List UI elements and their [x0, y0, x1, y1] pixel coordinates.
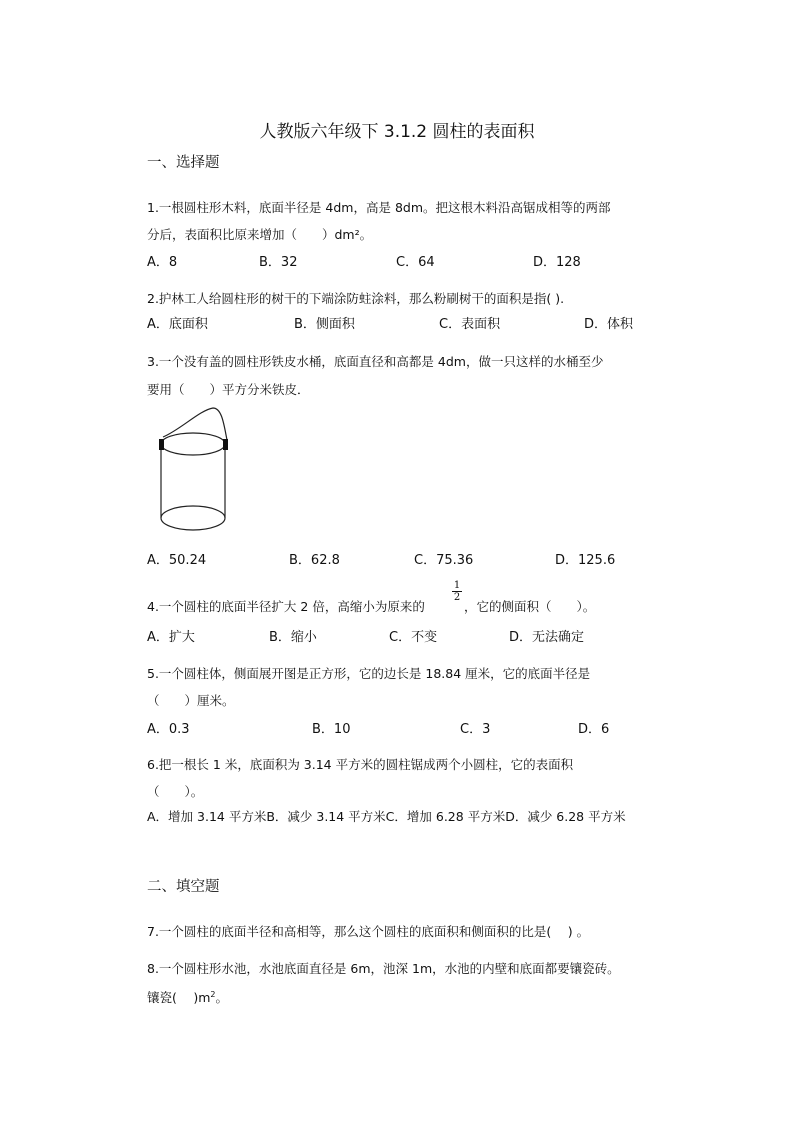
q6-options: A．增加 3.14 平方米B．减少 3.14 平方米C．增加 6.28 平方米D．减少 6.28 平方米 [147, 809, 626, 824]
q5-option-d: D．6 [578, 722, 610, 737]
fraction-denominator: 2 [453, 592, 461, 603]
question-8-line-1: 8.一个圆柱形水池，水池底面直径是 6m，池深 1m，水池的内壁和底面都要镶瓷砖。 [147, 961, 620, 976]
q8-superscript: 2 [210, 989, 216, 999]
q5-option-a: A．0.3 [147, 722, 190, 737]
question-3-line-1: 3.一个没有盖的圆柱形铁皮水桶，底面直径和高都是 4dm，做一只这样的水桶至少 [147, 354, 604, 369]
question-6-line-2: （ ）。 [147, 784, 204, 799]
question-5-line-1: 5.一个圆柱体，侧面展开图是正方形，它的边长是 18.84 厘米，它的底面半径是 [147, 666, 591, 681]
question-1-line-1: 1.一根圆柱形木料，底面半径是 4dm，高是 8dm。把这根木料沿高锯成相等的两部 [147, 200, 611, 215]
q3-option-c: C．75.36 [414, 553, 474, 568]
q3-option-d: D．125.6 [555, 553, 616, 568]
question-1-line-2: 分后，表面积比原来增加（ ）dm²。 [147, 227, 373, 242]
bucket-bottom [161, 506, 225, 530]
q1-option-a: A．8 [147, 255, 178, 270]
q4-option-a: A．扩大 [147, 630, 195, 645]
q8-line2-prefix: 镶瓷( )m [147, 990, 211, 1005]
question-4-text-after: ，它的侧面积（ ）。 [464, 599, 596, 614]
question-5-line-2: （ ）厘米。 [147, 693, 235, 708]
fraction-numerator: 1 [453, 580, 461, 591]
q4-option-d: D．无法确定 [509, 630, 585, 645]
q4-option-c: C．不变 [389, 630, 438, 645]
section-heading-choice: 一、选择题 [147, 155, 220, 171]
question-4-text-before: 4.一个圆柱的底面半径扩大 2 倍，高缩小为原来的 [147, 599, 425, 614]
q1-option-c: C．64 [396, 255, 435, 270]
bucket-left-lug [159, 439, 164, 450]
q2-option-b: B．侧面积 [294, 317, 355, 332]
q5-option-b: B．10 [312, 722, 351, 737]
q4-option-b: B．缩小 [269, 630, 317, 645]
fraction-one-half [452, 580, 462, 603]
q2-option-a: A．底面积 [147, 317, 208, 332]
bucket-figure [150, 400, 240, 538]
question-7-line-1: 7.一个圆柱的底面半径和高相等，那么这个圆柱的底面积和侧面积的比是( ) 。 [147, 924, 590, 939]
q8-line2-suffix: 。 [215, 990, 229, 1005]
q3-option-b: B．62.8 [289, 553, 340, 568]
q1-option-b: B．32 [259, 255, 298, 270]
q2-option-d: D．体积 [584, 317, 634, 332]
question-6-line-1: 6.把一根长 1 米，底面积为 3.14 平方米的圆柱锯成两个小圆柱，它的表面积 [147, 757, 574, 772]
question-2-line-1: 2.护林工人给圆柱形的树干的下端涂防蛀涂料，那么粉刷树干的面积是指( ). [147, 291, 565, 306]
q2-option-c: C．表面积 [439, 317, 501, 332]
page-title: 人教版六年级下 3.1.2 圆柱的表面积 [259, 122, 535, 142]
q1-option-d: D．128 [533, 255, 581, 270]
bucket-right-lug [223, 439, 228, 450]
question-8-line-2 [147, 988, 228, 1006]
q5-option-c: C．3 [460, 722, 491, 737]
bucket-top-rim [161, 433, 225, 455]
question-3-line-2: 要用（ ）平方分米铁皮． [147, 382, 310, 397]
q3-option-a: A．50.24 [147, 553, 207, 568]
section-heading-fill: 二、填空题 [147, 879, 220, 895]
